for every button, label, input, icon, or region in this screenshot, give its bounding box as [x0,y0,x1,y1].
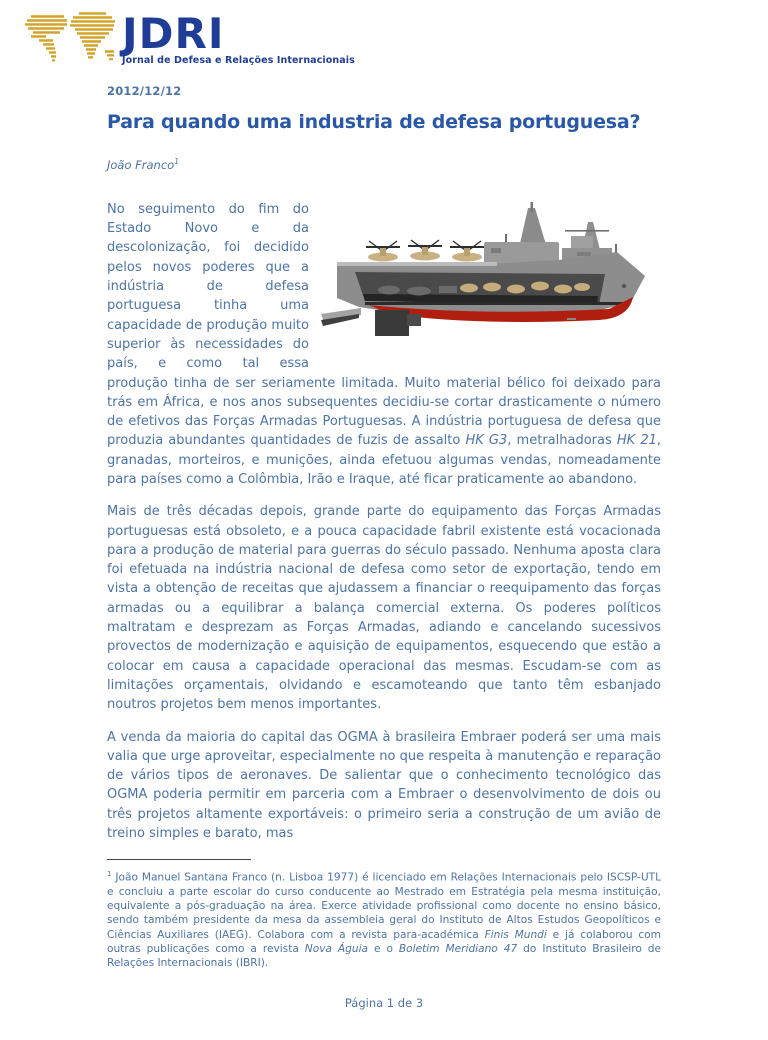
footnote-ref: 1 [107,870,112,879]
footnote-separator [107,859,251,860]
article-title: Para quando uma industria de defesa portuguesa? [107,111,641,133]
paragraph-2 [107,502,661,714]
article-date: 2012/12/12 [107,84,182,98]
paragraph-3-text: A venda da maioria do capital das OGMA à brasileira Embraer poderá ser uma mais valia que urge aproveitar, especialmente no que respeita à manutenção e reparação de vários tipos de aeronaves. De salientar que o conhecimento tecnológico das OGMA poderia permitir em parceria com a Embraer o desenvolvimento de dois ou três projetos altamente exportáveis: o primeiro seria a construção de um avião de treino simples e barato, mas [107,729,661,842]
author-line [107,157,661,172]
footnote-text: João Manuel Santana Franco (n. Lisboa 1977) é licenciado em Relações Internacionais pelo ISCSP-UTL e concluiu a parte escolar do curso conducente ao Mestrado em Estratégia pela mesma instituição, equivalente a pós-graduação na área. Exerce atividade profissional como docente no ensino básico, sendo também presidente da mesa da assembleia geral do Instituto de Altos Estudos Geopolíticos e Ciências Auxiliares (IAEG). Colabora com a revista para-académica Finis Mundi e já colaborou com outras publicações como a revista Nova Águia e o Boletim Meridiano 47 do Instituto Brasileiro de Relações Internacionais (IBRI). [107,871,662,970]
page-number: Página 1 de 3 [344,996,424,1011]
paragraph-1 [107,200,661,489]
logo-text-block [122,9,355,66]
paragraph-1-text: No seguimento do fim do Estado Novo e da descolonização, foi decidido pelos novos poderes que a indústria de defesa portuguesa tinha uma capacidade de produção muito superior às necessidades do país, e como tal essa produção tinha de ser seriamente limitada. Muito material bélico foi deixado para trás em África, e nos anos subsequentes decidiu-se cortar drasticamente o número de efetivos das Forças Armadas Portuguesas. A indústria portuguesa de defesa que produzia abundantes quantidades de fuzis de assalto HK G3, metralhadoras HK 21, granadas, morteiros, e munições, ainda efetuou algumas vendas, nomeadamente para países como a Colômbia, Irão e Iraque, até ficar praticamente ao abandono. [107,201,661,487]
paragraph-3 [107,728,661,844]
footnote [107,867,661,970]
journal-header [25,9,355,69]
journal-logo-acronym: JDRI [122,9,225,58]
journal-logo-subtitle: Jornal de Defesa e Relações Internacionais [122,55,355,66]
article-body [107,200,661,844]
author-name: João Franco [107,157,175,172]
naval-ship-cutaway-image [319,202,661,348]
article-content [107,84,661,1040]
world-map-globe-icon [25,12,117,69]
author-footnote-ref: 1 [174,157,179,166]
paragraph-2-text: Mais de três décadas depois, grande parte do equipamento das Forças Armadas portuguesas está obsoleto, e a pouca capacidade fabril existente está vocacionada para a produção de material para guerras do século passado. Nenhuma aposta clara foi efetuada na indústria nacional de defesa como setor de exportação, tendo em vista a obtenção de receitas que ajudassem a financiar o reequipamento das forças armadas ou a equilibrar a balança comercial externa. Os poderes políticos maltratam e desprezam as Forças Armadas, adiando e cancelando sucessivos provectos de modernização e aquisição de equipamentos, esquecendo que estão a colocar em causa a capacidade operacional das mesmas. Escudam-se com as limitações orçamentais, olvidando e escamoteando que tanto têm esbanjado noutros projetos bem menos importantes. [107,504,661,713]
